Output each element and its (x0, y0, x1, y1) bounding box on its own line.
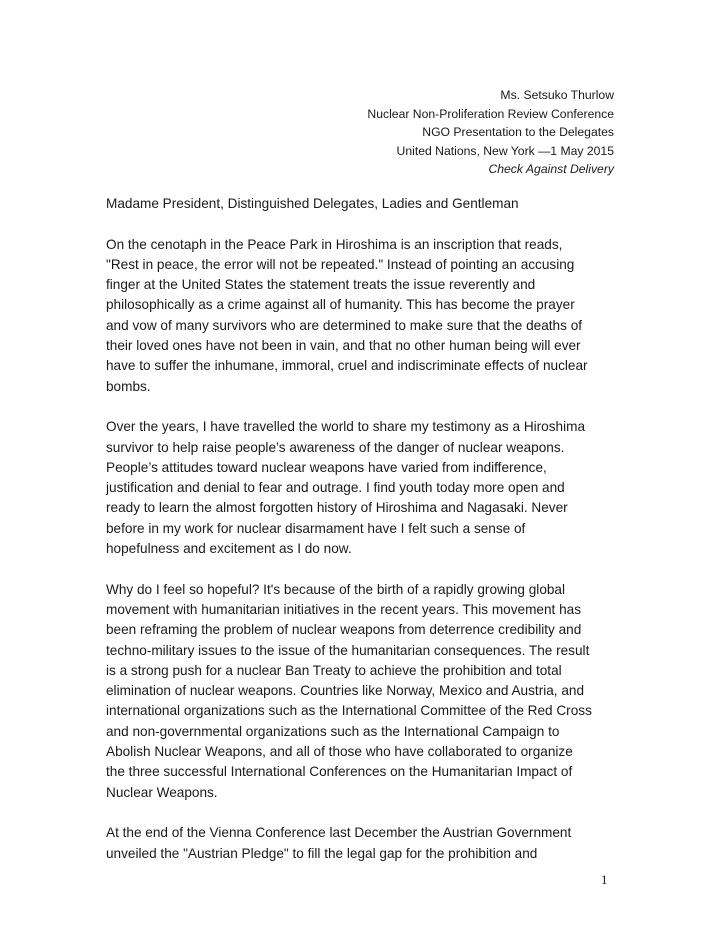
text-line: before in my work for nuclear disarmament have I felt such a sense of (106, 520, 526, 536)
text-line: Nuclear Weapons. (106, 784, 218, 800)
speaker-name: Ms. Setsuko Thurlow (500, 88, 614, 102)
text-line: philosophically as a crime against all of humanity. This has become the prayer (106, 297, 575, 313)
text-line: unveiled the "Austrian Pledge" to fill the legal gap for the prohibition and (106, 845, 538, 861)
letter-body (106, 194, 626, 884)
paragraph-4 (106, 823, 626, 864)
text-line: and vow of many survivors who are determined to make sure that the deaths of (106, 317, 583, 333)
salutation: Madame President, Distinguished Delegates, Ladies and Gentleman (106, 196, 519, 211)
text-line: People’s attitudes toward nuclear weapons have varied from indifference, (106, 459, 547, 475)
page-number: 1 (601, 872, 608, 887)
text-line: justification and denial to fear and outrage. I find youth today more open and (106, 480, 565, 496)
paragraph-3 (106, 580, 626, 803)
text-line: "Rest in peace, the error will not be repeated." Instead of pointing an accusing (106, 256, 575, 272)
text-line: movement with humanitarian initiatives in the recent years. This movement has (106, 601, 581, 617)
text-line: hopefulness and excitement as I do now. (106, 541, 352, 557)
text-line: been reframing the problem of nuclear weapons from deterrence credibility and (106, 622, 582, 638)
text-line: international organizations such as the International Committee of the Red Cross (106, 703, 592, 719)
presentation-title: NGO Presentation to the Delegates (422, 125, 614, 140)
paragraph-1 (106, 235, 626, 397)
text-line: ready to learn the almost forgotten history of Hiroshima and Nagasaki. Never (106, 500, 568, 516)
text-line: survivor to help raise people’s awareness of the danger of nuclear weapons. (106, 439, 565, 455)
text-line: finger at the United States the statement treats the issue reverently and (106, 277, 536, 293)
text-line: and non-governmental organizations such as the International Campaign to (106, 723, 560, 739)
text-line: elimination of nuclear weapons. Countries like Norway, Mexico and Austria, and (106, 683, 585, 699)
text-line: Over the years, I have travelled the world to share my testimony as a Hiroshima (106, 419, 586, 435)
text-line: bombs. (106, 378, 151, 394)
text-line: the three successful International Conferences on the Humanitarian Impact of (106, 764, 573, 780)
text-line: techno-military issues to the issue of the humanitarian consequences. The result (106, 642, 590, 658)
conference-name: Nuclear Non-Proliferation Review Conference (367, 106, 614, 121)
delivery-note: Check Against Delivery (488, 162, 614, 177)
location-date: United Nations, New York —1 May 2015 (396, 143, 614, 158)
letter-header (367, 86, 614, 179)
text-line: At the end of the Vienna Conference last December the Austrian Government (106, 825, 572, 841)
text-line: have to suffer the inhumane, immoral, cruel and indiscriminate effects of nuclear (106, 358, 588, 374)
text-line: is a strong push for a nuclear Ban Treaty to achieve the prohibition and total (106, 662, 562, 678)
text-line: their loved ones have not been in vain, and that no other human being will ever (106, 338, 581, 354)
text-line: Why do I feel so hopeful? It's because of the birth of a rapidly growing global (106, 581, 566, 597)
text-line: Abolish Nuclear Weapons, and all of those who have collaborated to organize (106, 744, 573, 760)
text-line: On the cenotaph in the Peace Park in Hiroshima is an inscription that reads, (106, 236, 563, 252)
paragraph-2 (106, 417, 626, 559)
